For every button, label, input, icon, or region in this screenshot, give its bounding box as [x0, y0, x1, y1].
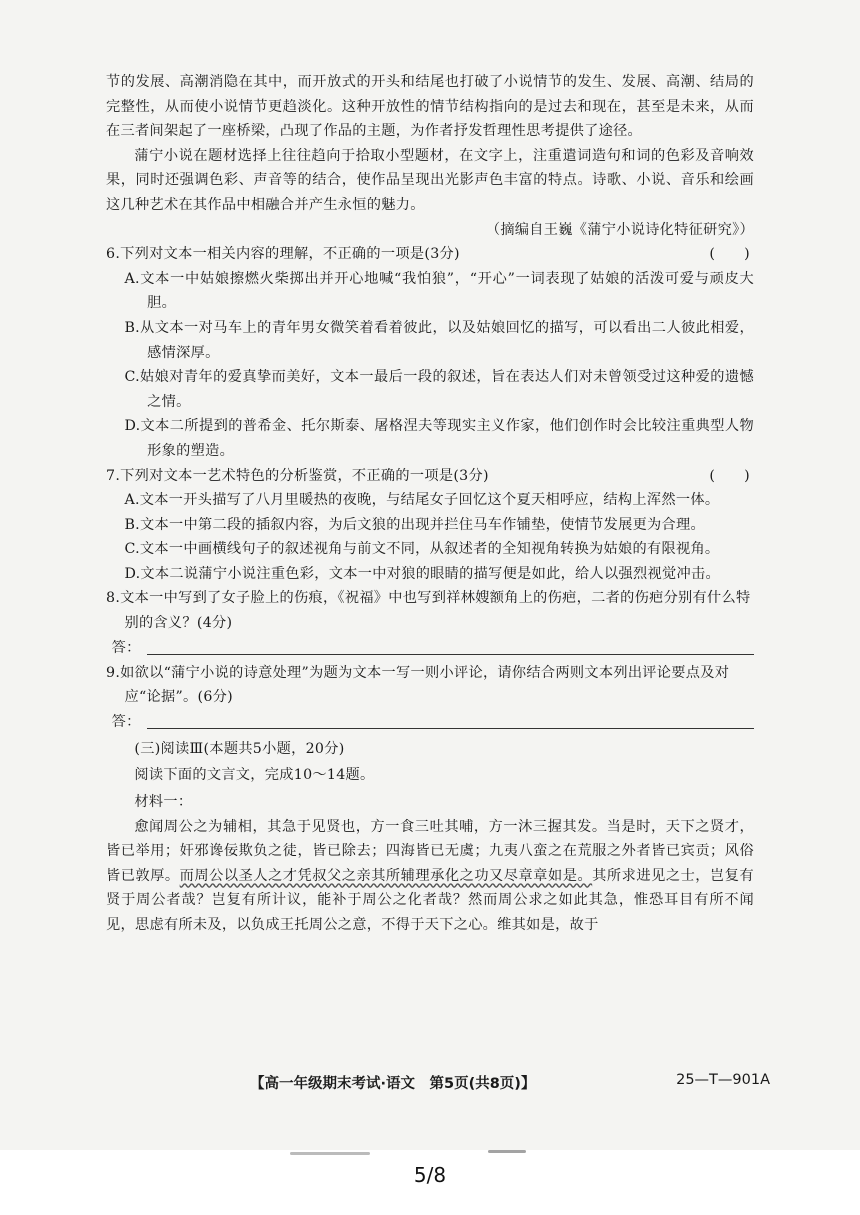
- question-7-answer-paren: ( ): [709, 467, 750, 484]
- question-9-answer-label: 答：: [111, 714, 141, 731]
- question-6-answer-paren: ( ): [709, 246, 750, 263]
- page-footer: [250, 1072, 770, 1093]
- question-6-option-b: B.从文本一对马车上的青年男女微笑着看着彼此，以及姑娘回忆的描写，可以看出二人彼此相爱，感情深厚。: [124, 319, 754, 361]
- passage-source: （摘编自王巍《蒲宁小说诗化特征研究》）: [485, 221, 754, 238]
- question-8-answer-area[interactable]: [106, 636, 754, 661]
- section-3: [106, 737, 754, 938]
- section-3-title: (三)阅读Ⅲ(本题共5小题，20分): [134, 740, 345, 757]
- material-1-text: [106, 815, 754, 938]
- footer-title: 【高一年级期末考试·语文 第5页(共8页)】: [250, 1076, 536, 1092]
- question-7-option-c: C.文本一中画横线句子的叙述视角与前文不同，从叙述者的全知视角转换为姑娘的有限视角。: [124, 541, 720, 558]
- material-1-text-part-1: 愈闻周公之为辅相，其急于见贤也，方一食三吐其哺，方一沐三握其发。当是时，天下之贤才，皆已举用；奸邪谗佞欺负之徒，皆已除去；四海皆已无虞；九夷八蛮之在荒服之外者皆已宾贡；风俗皆已敦厚。: [106, 818, 754, 884]
- footer-exam-code: 25—T—901A: [676, 1072, 770, 1088]
- question-7-stem: 7.下列对文本一艺术特色的分析鉴赏，不正确的一项是(3分): [106, 467, 489, 484]
- question-6-option-d: D.文本二所提到的普希金、托尔斯泰、屠格涅夫等现实主义作家，他们创作时会比较注重典型人物形象的塑造。: [124, 418, 754, 459]
- question-9-answer-area[interactable]: [106, 710, 754, 735]
- question-6-option-a: A.文本一中姑娘擦燃火柴掷出并开心地喊“我怕狼”，“开心”一词表现了姑娘的活泼可爱与顽皮大胆。: [124, 270, 754, 312]
- question-6-stem: 6.下列对文本一相关内容的理解，不正确的一项是(3分): [106, 246, 460, 263]
- passage-paragraph-1: 节的发展、高潮消隐在其中，而开放式的开头和结尾也打破了小说情节的发生、发展、高潮、结局的完整性，从而使小说情节更趋淡化。这种开放性的情节结构指向的是过去和现在，甚至是未来，从而在三者间架起了一座桥梁，凸现了作品的主题，为作者抒发哲理性思考提供了途径。: [106, 74, 754, 140]
- material-1-wavy-underlined-sentence: 而周公以圣人之才凭叔父之亲其所辅理承化之功又尽章章如是。: [179, 867, 593, 884]
- question-7: [106, 464, 754, 587]
- question-7-option-a: A.文本一开头描写了八月里暖热的夜晚，与结尾女子回忆这个夏天相呼应，结构上浑然一体。: [124, 492, 720, 509]
- question-8-answer-line[interactable]: [147, 654, 754, 655]
- page-content: [106, 70, 754, 938]
- material-1-text-part-2: 其所求进见之士，岂复有贤于周公者哉？岂复有所计议，能补于周公之化者哉？然而周公求之如此其急，惟恐耳目有所不闻见，思虑有所未及，以负成王托周公之意，不得于天下之心。维其如是，故于: [106, 867, 754, 933]
- material-1-label: 材料一：: [134, 794, 193, 811]
- page-indicator: 5/8: [413, 1163, 447, 1187]
- question-8-answer-label: 答：: [111, 640, 141, 657]
- question-8: [106, 586, 754, 660]
- question-8-stem: 8.文本一中写到了女子脸上的伤痕，《祝福》中也写到祥林嫂额角上的伤疤，二者的伤疤分别有什么特别的含义？(4分): [106, 590, 751, 632]
- passage-paragraph-2: 蒲宁小说在题材选择上往往趋向于拾取小型题材，在文字上，注重遣词造句和词的色彩及音响效果，同时还强调色彩、声音等的结合，使作品呈现出光影声色丰富的特点。诗歌、小说、音乐和绘画这几种艺术在其作品中相融合并产生永恒的魅力。: [106, 147, 754, 213]
- question-9-stem: 9.如欲以“蒲宁小说的诗意处理”为题为文本一写一则小评论，请你结合两则文本列出评论要点及对应“论据”。(6分): [106, 664, 730, 706]
- question-7-option-d: D.文本二说蒲宁小说注重色彩，文本一中对狼的眼睛的描写便是如此，给人以强烈视觉冲击。: [124, 565, 720, 582]
- scan-smudge-mark-2: [488, 1150, 526, 1153]
- question-6: [106, 242, 754, 463]
- scan-smudge-mark: [290, 1152, 370, 1155]
- question-7-option-b: B.文本一中第二段的插叙内容，为后文狼的出现并拦住马车作铺垫，使情节发展更为合理。: [124, 516, 706, 533]
- section-3-instruction: 阅读下面的文言文，完成10～14题。: [134, 767, 375, 784]
- question-9: [106, 661, 754, 735]
- question-6-option-c: C.姑娘对青年的爱真挚而美好，文本一最后一段的叙述，旨在表达人们对未曾领受过这种爱的遗憾之情。: [124, 369, 754, 410]
- question-9-answer-line[interactable]: [147, 728, 754, 729]
